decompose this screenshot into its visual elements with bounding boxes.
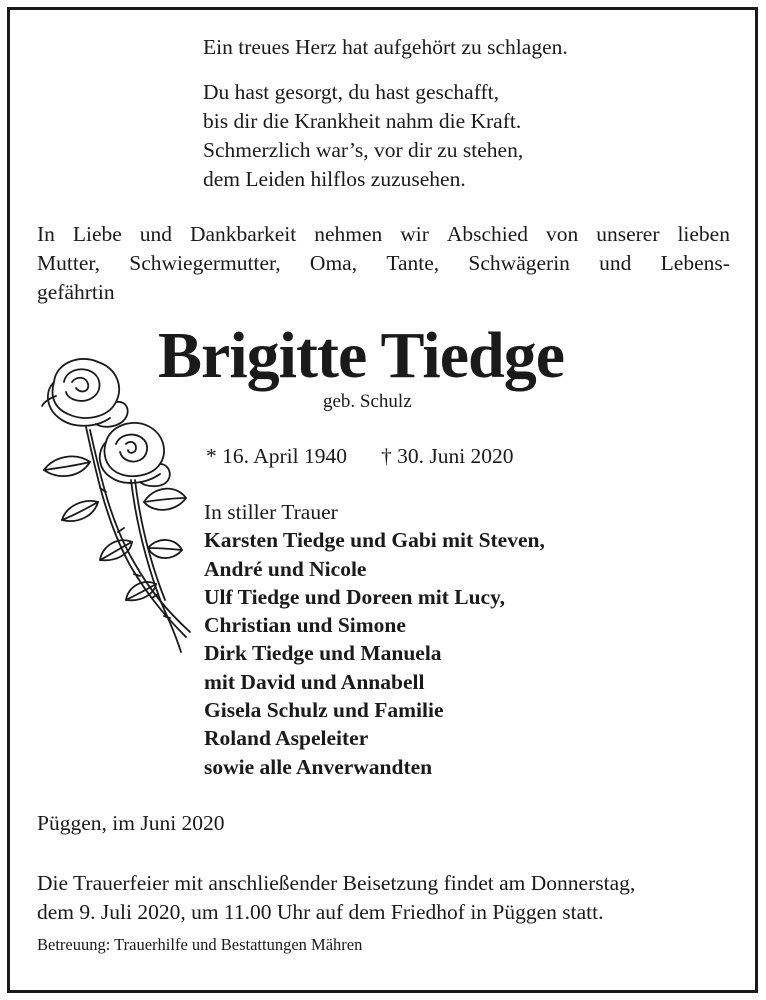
intro-word: Schwägerin <box>468 251 570 275</box>
mourner-line: Dirk Tiedge und Manuela <box>204 641 442 666</box>
poem-line: Ein treues Herz hat aufgehört zu schlagen. <box>203 35 568 59</box>
roses-illustration-icon <box>36 352 196 662</box>
mourner-line: Roland Aspeleiter <box>204 726 369 751</box>
mourner-line: Christian und Simone <box>204 613 406 638</box>
mourner-line: André und Nicole <box>204 556 367 581</box>
intro-word: nehmen <box>314 222 383 246</box>
poem-line: bis dir die Krankheit nahm die Kraft. <box>203 109 522 133</box>
mourners-heading: In stiller Trauer <box>204 500 338 524</box>
funeral-line: dem 9. Juli 2020, um 11.00 Uhr auf dem Friedhof in Püggen statt. <box>37 900 604 924</box>
mourner-line: sowie alle Anverwandten <box>204 754 433 779</box>
intro-line <box>37 220 730 249</box>
intro-line <box>37 249 730 278</box>
intro-word: Liebe <box>72 222 122 246</box>
intro-word: Mutter, <box>37 251 101 275</box>
mourners <box>204 498 545 781</box>
funeral-info <box>37 869 635 927</box>
undertaker-credit: Betreuung: Trauerhilfe und Bestattungen Mähren <box>37 935 363 954</box>
intro-word: Tante, <box>386 251 440 275</box>
intro-word: Lebens- <box>660 251 730 275</box>
intro-word: wir <box>400 222 429 246</box>
intro-word: und <box>599 251 632 275</box>
intro-word: unserer <box>596 222 660 246</box>
intro-text <box>37 220 730 307</box>
intro-word: von <box>546 222 579 246</box>
intro-word: Dankbarkeit <box>189 222 297 246</box>
poem-line: Schmerzlich war’s, vor dir zu stehen, <box>203 138 524 162</box>
intro-word: Oma, <box>309 251 358 275</box>
death-date: † 30. Juni 2020 <box>380 444 514 468</box>
mourner-line: Ulf Tiedge und Doreen mit Lucy, <box>204 584 506 609</box>
life-dates <box>206 442 514 470</box>
birth-date: * 16. April 1940 <box>206 444 347 468</box>
intro-word: lieben <box>677 222 730 246</box>
poem-line: dem Leiden hilflos zuzusehen. <box>203 167 466 191</box>
mourner-line: Karsten Tiedge und Gabi mit Steven, <box>204 528 545 553</box>
intro-word: und <box>139 222 173 246</box>
poem <box>203 33 568 194</box>
mourner-list <box>204 526 545 781</box>
intro-word: Abschied <box>446 222 529 246</box>
mourner-line: Gisela Schulz und Familie <box>204 698 444 723</box>
intro-word: Schwiegermutter, <box>129 251 281 275</box>
intro-word: In <box>37 222 55 246</box>
funeral-line: Die Trauerfeier mit anschließender Beisetzung findet am Donnerstag, <box>37 871 636 895</box>
birth-name: geb. Schulz <box>323 391 412 412</box>
place-date: Püggen, im Juni 2020 <box>37 811 225 835</box>
intro-line: gefährtin <box>37 280 115 304</box>
poem-stanza <box>203 78 568 194</box>
deceased-name: Brigitte Tiedge <box>158 319 565 392</box>
poem-line: Du hast gesorgt, du hast geschafft, <box>203 80 499 104</box>
mourner-line: mit David und Annabell <box>204 669 425 694</box>
